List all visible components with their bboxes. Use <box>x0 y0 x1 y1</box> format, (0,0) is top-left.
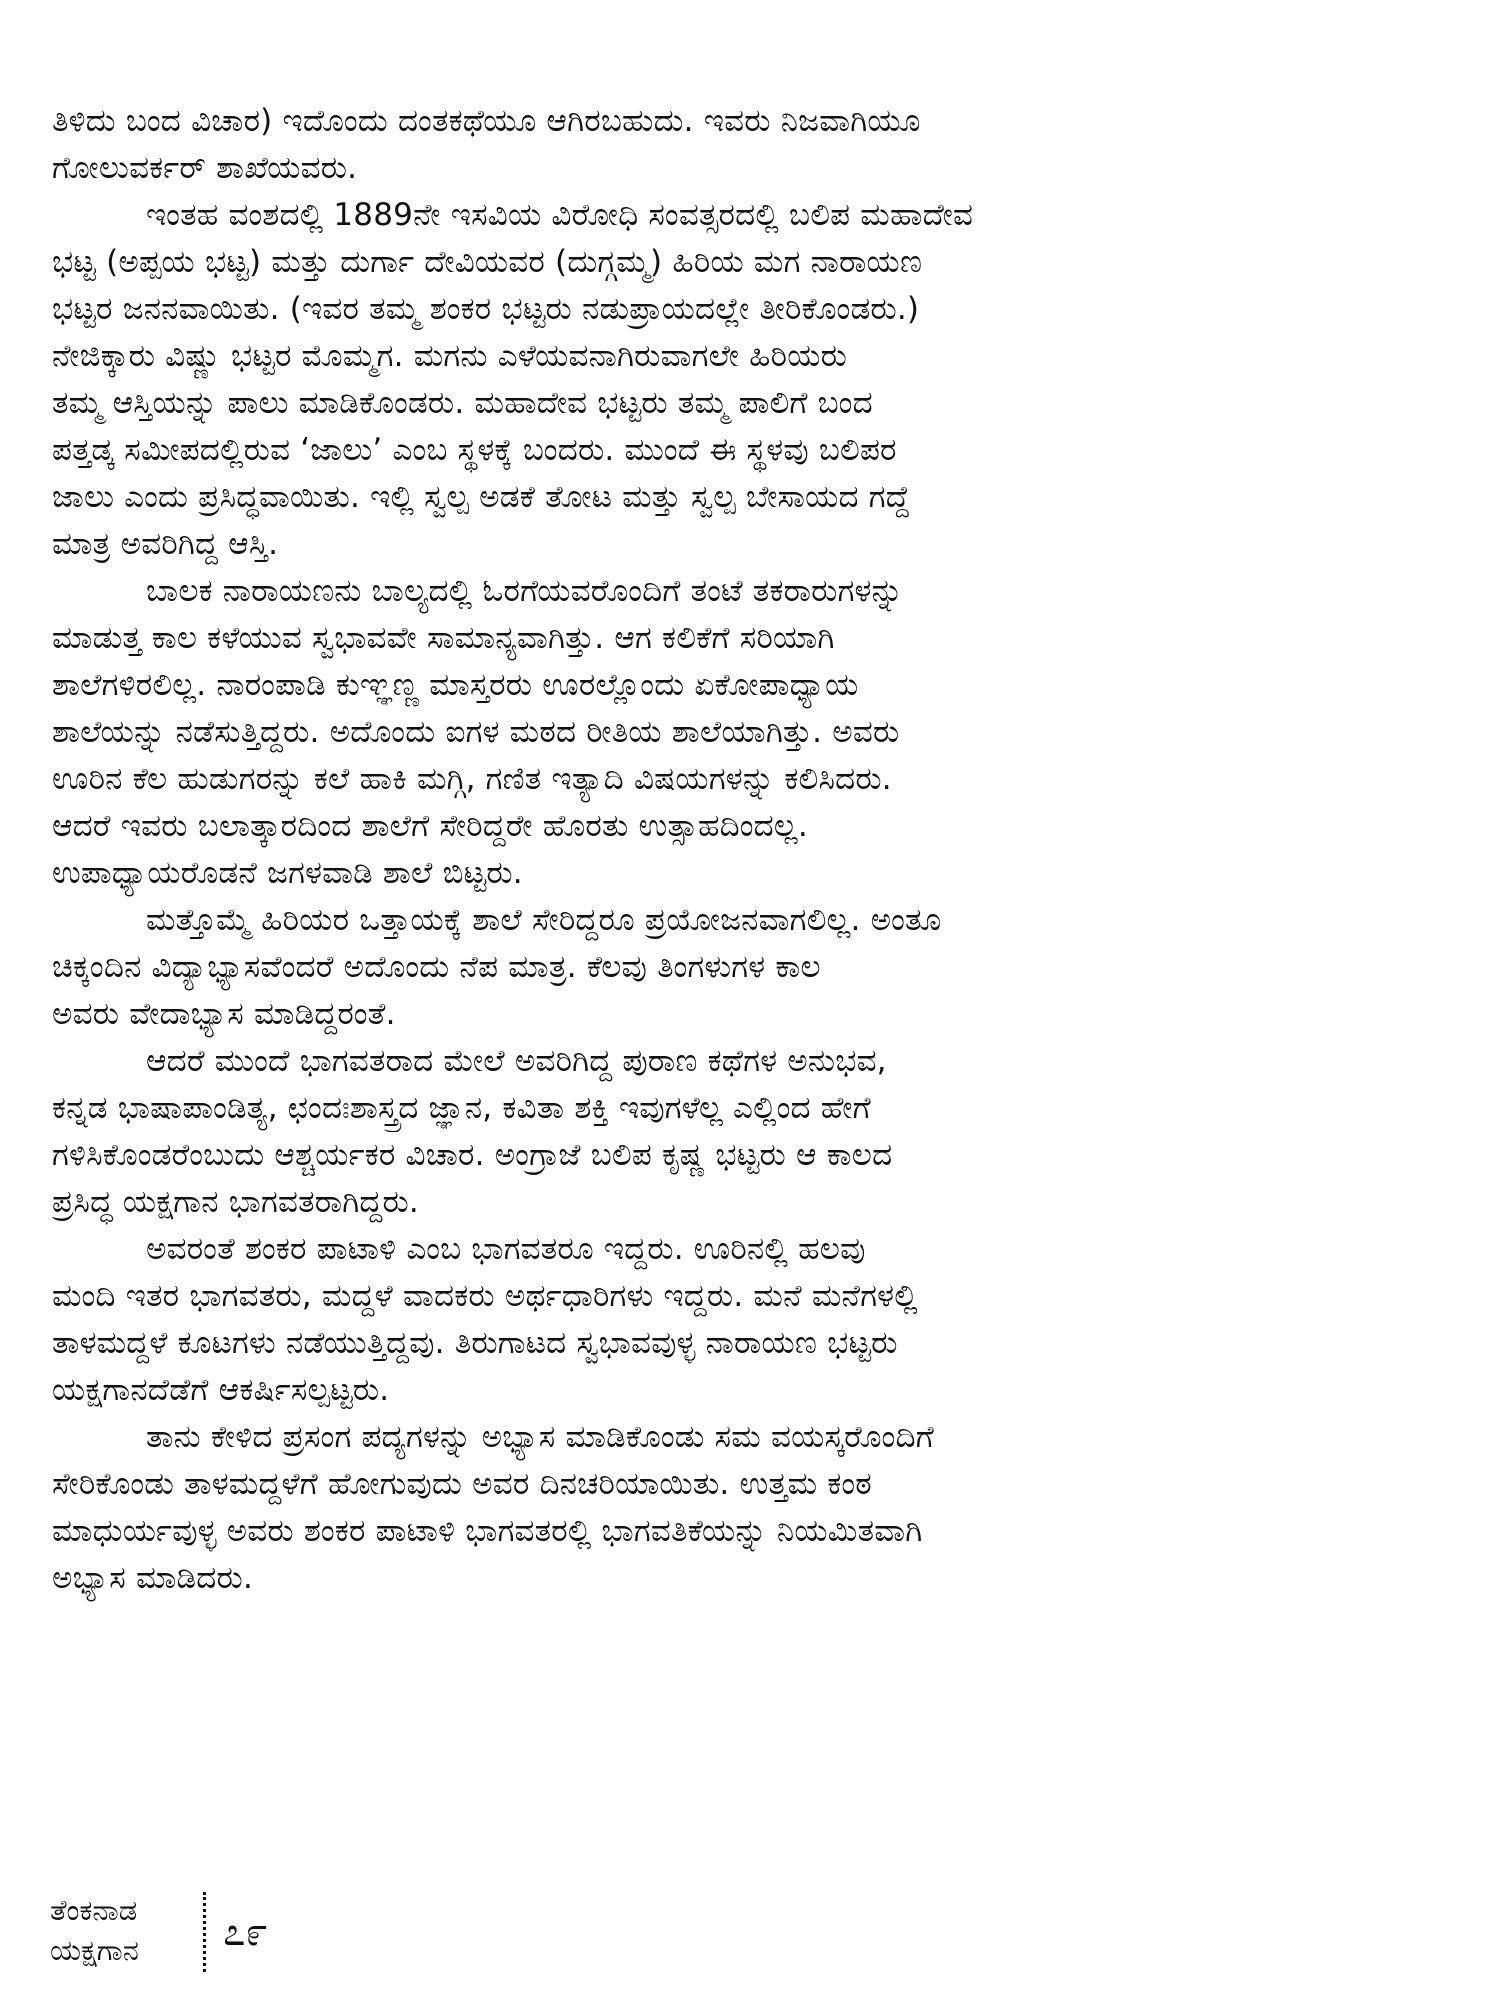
text-line-16: ಆದರೆ ಇವರು ಬಲಾತ್ಕಾರದಿಂದ ಶಾಲೆಗೆ ಸೇರಿದ್ದರೇ ಹೊರತು ಉತ್ಸಾಹದಿಂದಲ್ಲ. <box>52 808 808 844</box>
text-line-27: ತಾಳಮದ್ದಳೆ ಕೂಟಗಳು ನಡೆಯುತ್ತಿದ್ದವು. ತಿರುಗಾಟದ ಸ್ವಭಾವವುಳ್ಳ ನಾರಾಯಣ ಭಟ್ಟರು <box>52 1325 898 1361</box>
text-line-26: ಮಂದಿ ಇತರ ಭಾಗವತರು, ಮದ್ದಳೆ ವಾದಕರು ಅರ್ಥಧಾರಿಗಳು ಇದ್ದರು. ಮನೆ ಮನೆಗಳಲ್ಲಿ <box>52 1278 918 1314</box>
text-line-3: ಇಂತಹ ವಂಶದಲ್ಲಿ 1889ನೇ ಇಸವಿಯ ವಿರೋಧಿ ಸಂವತ್ಸರದಲ್ಲಿ ಬಲಿಪ ಮಹಾದೇವ <box>146 197 974 233</box>
text-line-11: ಬಾಲಕ ನಾರಾಯಣನು ಬಾಲ್ಯದಲ್ಲಿ ಓರಗೆಯವರೊಂದಿಗೆ ತಂಟೆ ತಕರಾರುಗಳನ್ನು <box>146 573 904 609</box>
text-line-25: ಅವರಂತೆ ಶಂಕರ ಪಾಟಾಳಿ ಎಂಬ ಭಾಗವತರೂ ಇದ್ದರು. ಊರಿನಲ್ಲಿ ಹಲವು <box>146 1231 866 1267</box>
text-line-19: ಚಿಕ್ಕಂದಿನ ವಿದ್ಯಾಭ್ಯಾಸವೆಂದರೆ ಅದೊಂದು ನೆಪ ಮಾತ್ರ. ಕೆಲವು ತಿಂಗಳುಗಳ ಕಾಲ <box>52 949 821 985</box>
text-line-4: ಭಟ್ಟ (ಅಪ್ಪಯ ಭಟ್ಟ) ಮತ್ತು ದುರ್ಗಾ ದೇವಿಯವರ (ದುಗ್ಗಮ್ಮ) ಹಿರಿಯ ಮಗ ನಾರಾಯಣ <box>52 244 923 280</box>
text-line-15: ಊರಿನ ಕೆಲ ಹುಡುಗರನ್ನು ಕಲೆ ಹಾಕಿ ಮಗ್ಗಿ, ಗಣಿತ ಇತ್ಯಾದಿ ವಿಷಯಗಳನ್ನು ಕಲಿಸಿದರು. <box>52 761 892 797</box>
text-line-31: ಮಾಧುರ್ಯವುಳ್ಳ ಅವರು ಶಂಕರ ಪಾಟಾಳಿ ಭಾಗವತರಲ್ಲಿ ಭಾಗವತಿಕೆಯನ್ನು ನಿಯಮಿತವಾಗಿ <box>52 1513 923 1549</box>
text-line-7: ತಮ್ಮ ಆಸ್ತಿಯನ್ನು ಪಾಲು ಮಾಡಿಕೊಂಡರು. ಮಹಾದೇವ ಭಟ್ಟರು ತಮ್ಮ ಪಾಲಿಗೆ ಬಂದ <box>52 385 873 421</box>
body-text <box>52 98 1447 1602</box>
text-line-18: ಮತ್ತೊಮ್ಮೆ ಹಿರಿಯರ ಒತ್ತಾಯಕ್ಕೆ ಶಾಲೆ ಸೇರಿದ್ದರೂ ಪ್ರಯೋಜನವಾಗಲಿಲ್ಲ. ಅಂತೂ <box>146 902 942 938</box>
text-line-10: ಮಾತ್ರ ಅವರಿಗಿದ್ದ ಆಸ್ತಿ. <box>52 526 279 562</box>
text-line-2: ಗೋಲುವರ್ಕರ್ ಶಾಖೆಯವರು. <box>52 150 358 186</box>
text-line-13: ಶಾಲೆಗಳಿರಲಿಲ್ಲ. ನಾರಂಪಾಡಿ ಕುಞ್ಞಣ್ಣ ಮಾಸ್ತರರು ಊರಲ್ಲೊಂದು ಏಕೋಪಾಧ್ಯಾಯ <box>52 667 859 703</box>
footer-label-top: ತೆಂಕನಾಡ <box>50 1893 138 1927</box>
text-line-1: ತಿಳಿದು ಬಂದ ವಿಚಾರ) ಇದೊಂದು ದಂತಕಥೆಯೂ ಆಗಿರಬಹುದು. ಇವರು ನಿಜವಾಗಿಯೂ <box>52 103 921 139</box>
text-line-29: ತಾನು ಕೇಳಿದ ಪ್ರಸಂಗ ಪದ್ಯಗಳನ್ನು ಅಭ್ಯಾಸ ಮಾಡಿಕೊಂಡು ಸಮ ವಯಸ್ಕರೊಂದಿಗೆ <box>146 1419 934 1455</box>
footer-divider <box>203 1892 206 1972</box>
footer-label-bottom: ಯಕ್ಷಗಾನ <box>50 1933 139 1967</box>
text-line-5: ಭಟ್ಟರ ಜನನವಾಯಿತು. (ಇವರ ತಮ್ಮ ಶಂಕರ ಭಟ್ಟರು ನಡುಪ್ರಾಯದಲ್ಲೇ ತೀರಿಕೊಂಡರು.) <box>52 291 920 327</box>
text-line-9: ಜಾಲು ಎಂದು ಪ್ರಸಿದ್ಧವಾಯಿತು. ಇಲ್ಲಿ ಸ್ವಲ್ಪ ಅಡಕೆ ತೋಟ ಮತ್ತು ಸ್ವಲ್ಪ ಬೇಸಾಯದ ಗದ್ದೆ <box>52 479 911 515</box>
text-line-8: ಪತ್ತಡ್ಕ ಸಮೀಪದಲ್ಲಿರುವ ‘ಜಾಲು’ ಎಂಬ ಸ್ಥಳಕ್ಕೆ ಬಂದರು. ಮುಂದೆ ಈ ಸ್ಥಳವು ಬಲಿಪರ <box>52 432 897 468</box>
text-line-22: ಕನ್ನಡ ಭಾಷಾಪಾಂಡಿತ್ಯ, ಛಂದಃಶಾಸ್ತ್ರದ ಜ್ಞಾನ, ಕವಿತಾ ಶಕ್ತಿ ಇವುಗಳೆಲ್ಲ ಎಲ್ಲಿಂದ ಹೇಗೆ <box>52 1090 871 1126</box>
text-line-17: ಉಪಾಧ್ಯಾಯರೊಡನೆ ಜಗಳವಾಡಿ ಶಾಲೆ ಬಿಟ್ಟರು. <box>52 855 523 891</box>
text-line-32: ಅಭ್ಯಾಸ ಮಾಡಿದರು. <box>52 1560 254 1596</box>
text-line-28: ಯಕ್ಷಗಾನದೆಡೆಗೆ ಆಕರ್ಷಿಸಲ್ಪಟ್ಟರು. <box>52 1372 390 1408</box>
text-line-24: ಪ್ರಸಿದ್ಧ ಯಕ್ಷಗಾನ ಭಾಗವತರಾಗಿದ್ದರು. <box>52 1184 419 1220</box>
page-footer <box>50 1892 380 1982</box>
text-line-12: ಮಾಡುತ್ತ ಕಾಲ ಕಳೆಯುವ ಸ್ವಭಾವವೇ ಸಾಮಾನ್ಯವಾಗಿತ್ತು. ಆಗ ಕಲಿಕೆಗೆ ಸರಿಯಾಗಿ <box>52 620 835 656</box>
text-line-14: ಶಾಲೆಯನ್ನು ನಡೆಸುತ್ತಿದ್ದರು. ಅದೊಂದು ಐಗಳ ಮಠದ ರೀತಿಯ ಶಾಲೆಯಾಗಿತ್ತು. ಅವರು <box>52 714 900 750</box>
text-line-20: ಅವರು ವೇದಾಭ್ಯಾಸ ಮಾಡಿದ್ದರಂತೆ. <box>52 996 396 1032</box>
text-line-21: ಆದರೆ ಮುಂದೆ ಭಾಗವತರಾದ ಮೇಲೆ ಅವರಿಗಿದ್ದ ಪುರಾಣ ಕಥೆಗಳ ಅನುಭವ, <box>146 1043 887 1079</box>
text-line-6: ನೇಜಿಕ್ಕಾರು ವಿಷ್ಣು ಭಟ್ಟರ ಮೊಮ್ಮಗ. ಮಗನು ಎಳೆಯವನಾಗಿರುವಾಗಲೇ ಹಿರಿಯರು <box>52 338 848 374</box>
text-line-23: ಗಳಿಸಿಕೊಂಡರೆಂಬುದು ಆಶ್ಚರ್ಯಕರ ವಿಚಾರ. ಅಂಗ್ರಾಜೆ ಬಲಿಪ ಕೃಷ್ಣ ಭಟ್ಟರು ಆ ಕಾಲದ <box>52 1137 893 1173</box>
text-line-30: ಸೇರಿಕೊಂಡು ತಾಳಮದ್ದಳೆಗೆ ಹೋಗುವುದು ಅವರ ದಿನಚರಿಯಾಯಿತು. ಉತ್ತಮ ಕಂಠ <box>52 1466 872 1502</box>
page-number: ೭೯ <box>223 1909 268 1955</box>
